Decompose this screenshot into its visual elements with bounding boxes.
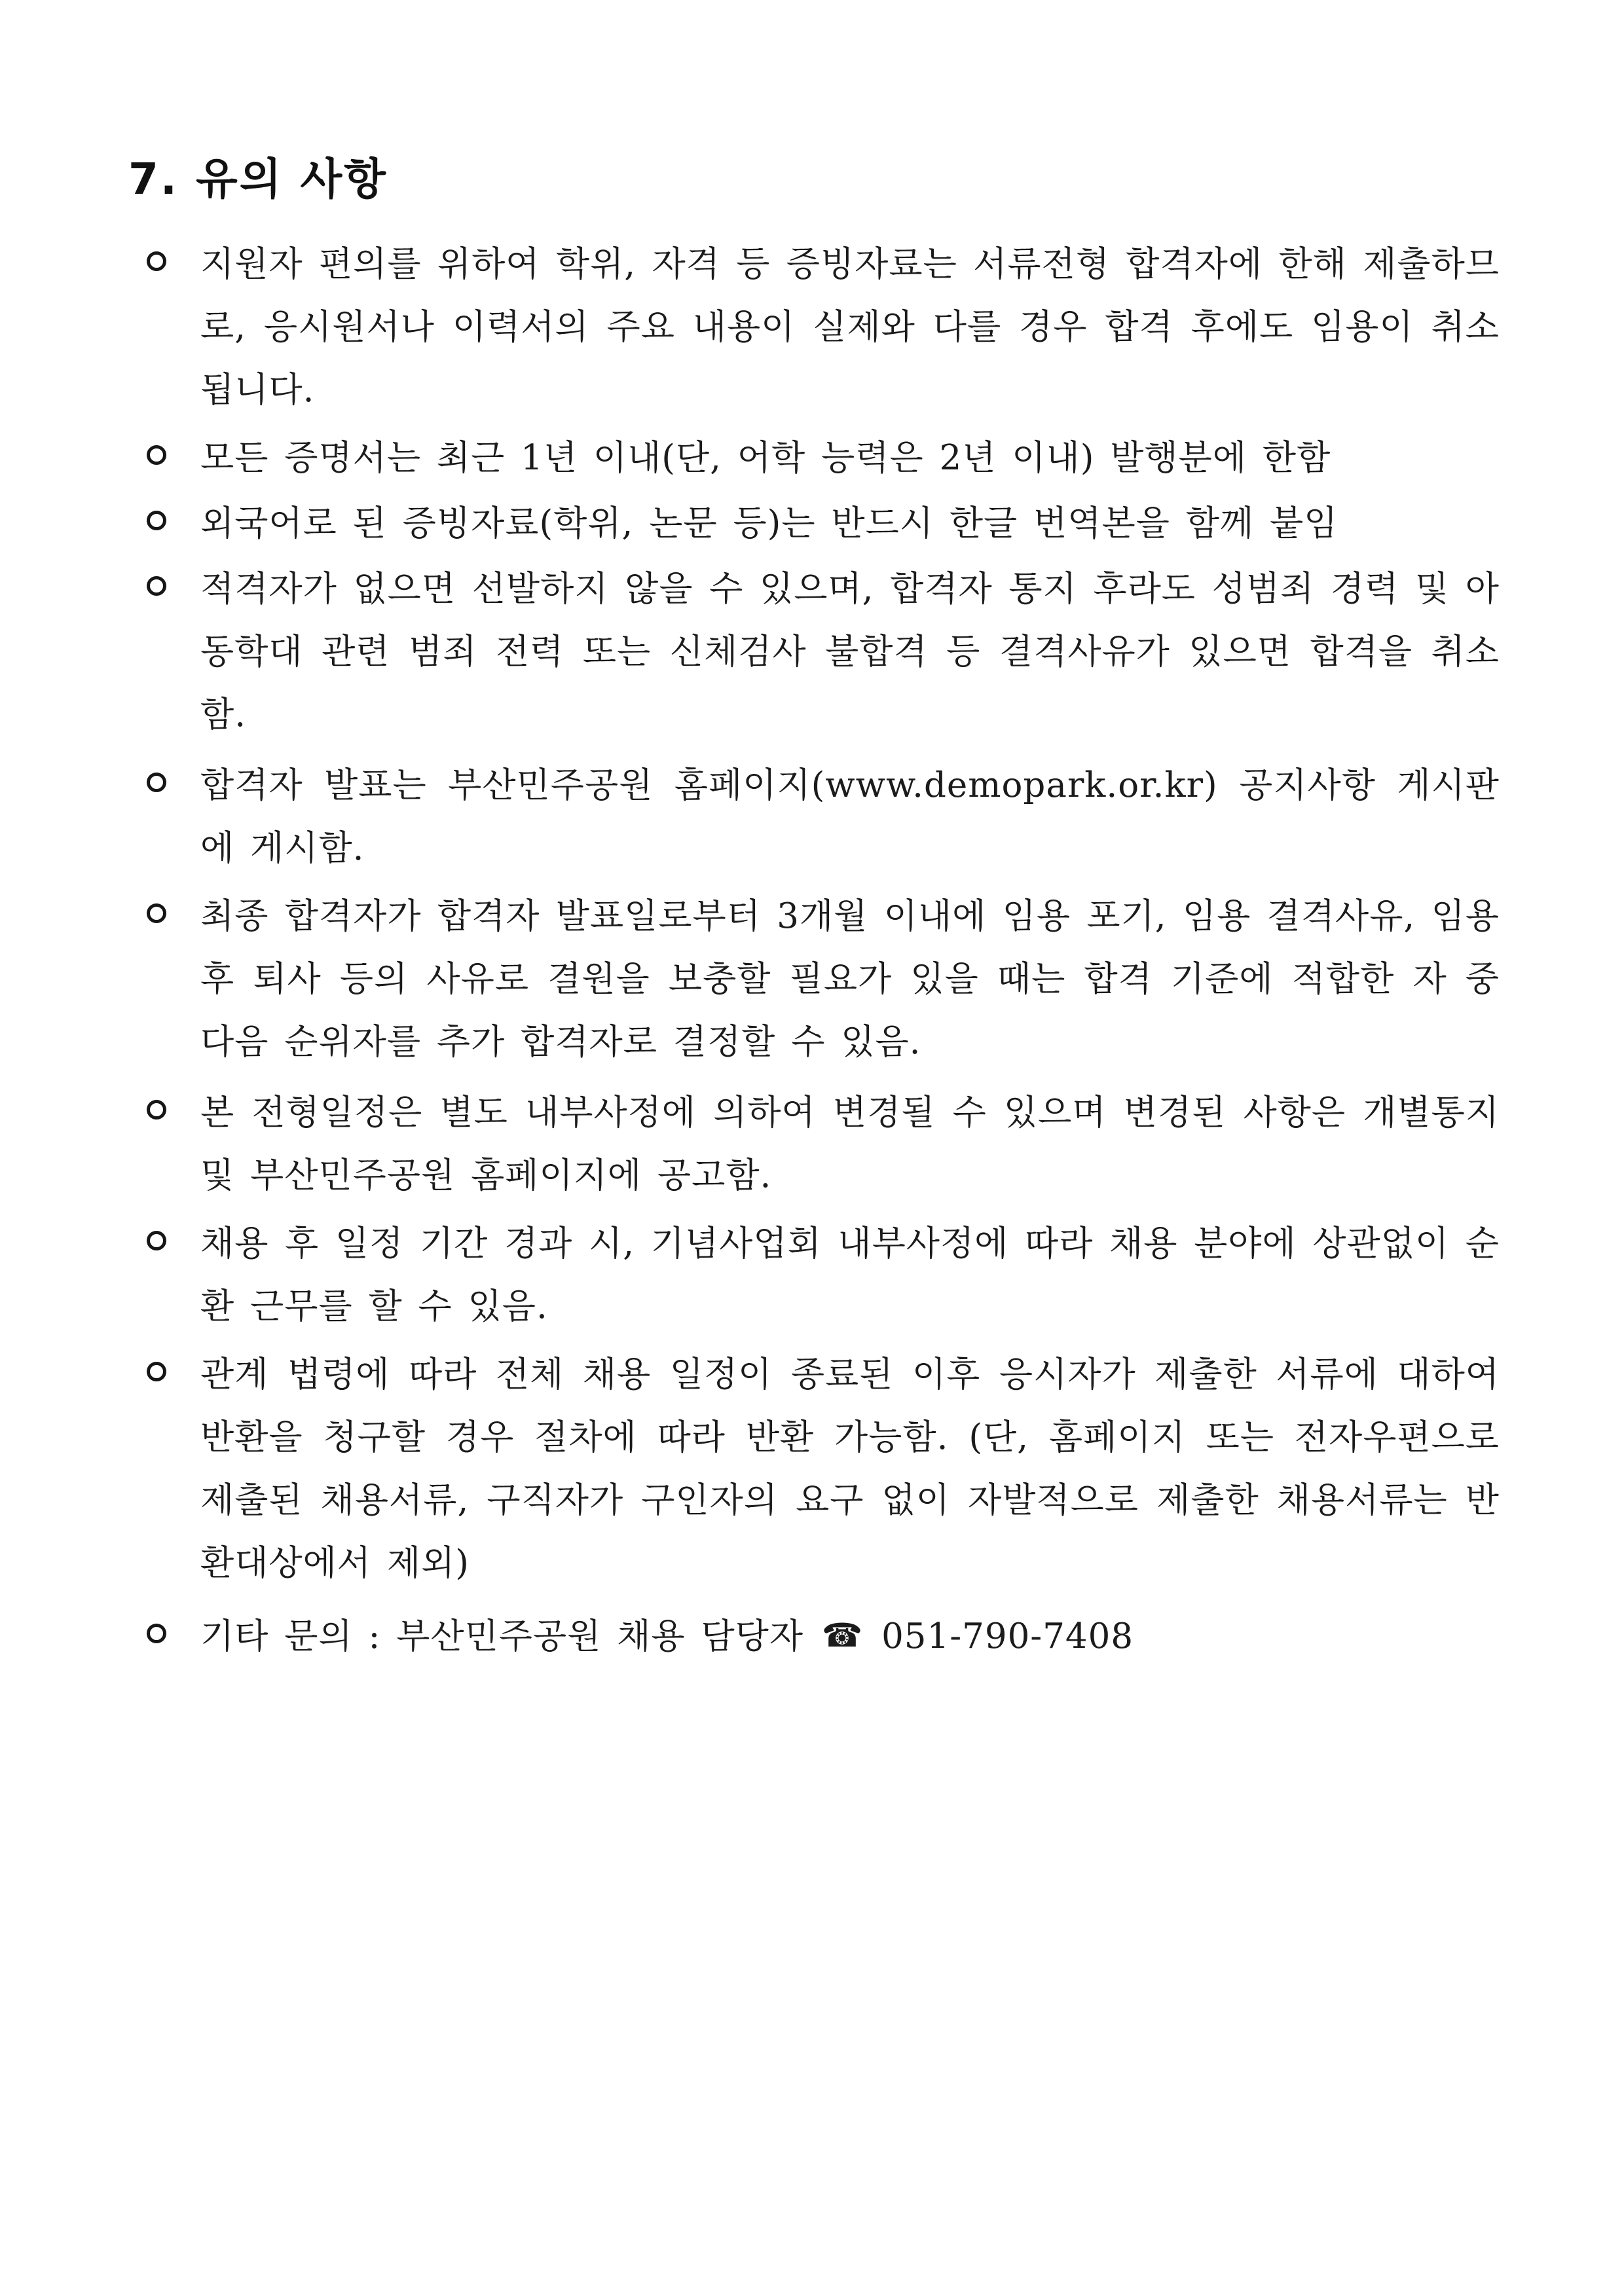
contact-label: 기타 문의 : 부산민주공원 채용 담당자	[200, 1616, 804, 1656]
notice-text: 채용 후 일정 기간 경과 시, 기념사업회 내부사정에 따라 채용 분야에 상관없이 순환 근무를 할 수 있음.	[200, 1224, 1500, 1326]
contact-phone: 051-790-7408	[881, 1616, 1134, 1656]
circle-bullet-icon	[147, 251, 166, 271]
circle-bullet-icon	[147, 1362, 166, 1381]
list-item	[131, 427, 1500, 490]
list-item	[131, 1212, 1500, 1338]
notice-text: 본 전형일정은 별도 내부사정에 의하여 변경될 수 있으며 변경된 사항은 개별통지 및 부산민주공원 홈페이지에 공고함.	[200, 1093, 1500, 1195]
circle-bullet-icon	[147, 1624, 166, 1643]
contact-text	[200, 1605, 1500, 1668]
list-item	[131, 492, 1500, 555]
notice-text: 모든 증명서는 최근 1년 이내(단, 어학 능력은 2년 이내) 발행분에 한함	[200, 438, 1331, 478]
list-item	[131, 558, 1500, 746]
circle-bullet-icon	[147, 903, 166, 923]
notice-text: 지원자 편의를 위하여 학위, 자격 등 증빙자료는 서류전형 합격자에 한해 제출하므로, 응시원서나 이력서의 주요 내용이 실제와 다를 경우 합격 후에도 임용이 취소됩니다.	[200, 244, 1500, 410]
circle-bullet-icon	[147, 445, 166, 465]
notice-text: 합격자 발표는 부산민주공원 홈페이지(www.demopark.or.kr) 공지사항 게시판에 게시함.	[200, 765, 1500, 868]
notice-text: 관계 법령에 따라 전체 채용 일정이 종료된 이후 응시자가 제출한 서류에 대하여 반환을 청구할 경우 절차에 따라 반환 가능함. (단, 홈페이지 또는 전자우편으로 제출된 채용서류, 구직자가 구인자의 요구 없이 자발적으로 제출한 채용서류는 반환대상에서 제외)	[200, 1355, 1500, 1583]
list-item	[131, 754, 1500, 880]
notice-text: 최종 합격자가 합격자 발표일로부터 3개월 이내에 임용 포기, 임용 결격사유, 임용 후 퇴사 등의 사유로 결원을 보충할 필요가 있을 때는 합격 기준에 적합한 자 중 다음 순위자를 추가 합격자로 결정할 수 있음.	[200, 896, 1500, 1062]
circle-bullet-icon	[147, 1231, 166, 1250]
circle-bullet-icon	[147, 1100, 166, 1120]
circle-bullet-icon	[147, 511, 166, 530]
notice-text: 외국어로 된 증빙자료(학위, 논문 등)는 반드시 한글 번역본을 함께 붙임	[200, 503, 1338, 543]
list-item	[131, 1082, 1500, 1207]
section-heading: 7. 유의 사항	[128, 154, 388, 204]
list-item	[131, 233, 1500, 422]
circle-bullet-icon	[147, 773, 166, 792]
list-item	[131, 1343, 1500, 1595]
list-item	[131, 885, 1500, 1074]
circle-bullet-icon	[147, 576, 166, 596]
contact-item	[131, 1605, 1500, 1668]
telephone-icon: ☎	[821, 1616, 864, 1654]
notice-text: 적격자가 없으면 선발하지 않을 수 있으며, 합격자 통지 후라도 성범죄 경력 및 아동학대 관련 범죄 전력 또는 신체검사 불합격 등 결격사유가 있으면 합격을 취소함.	[200, 569, 1500, 735]
